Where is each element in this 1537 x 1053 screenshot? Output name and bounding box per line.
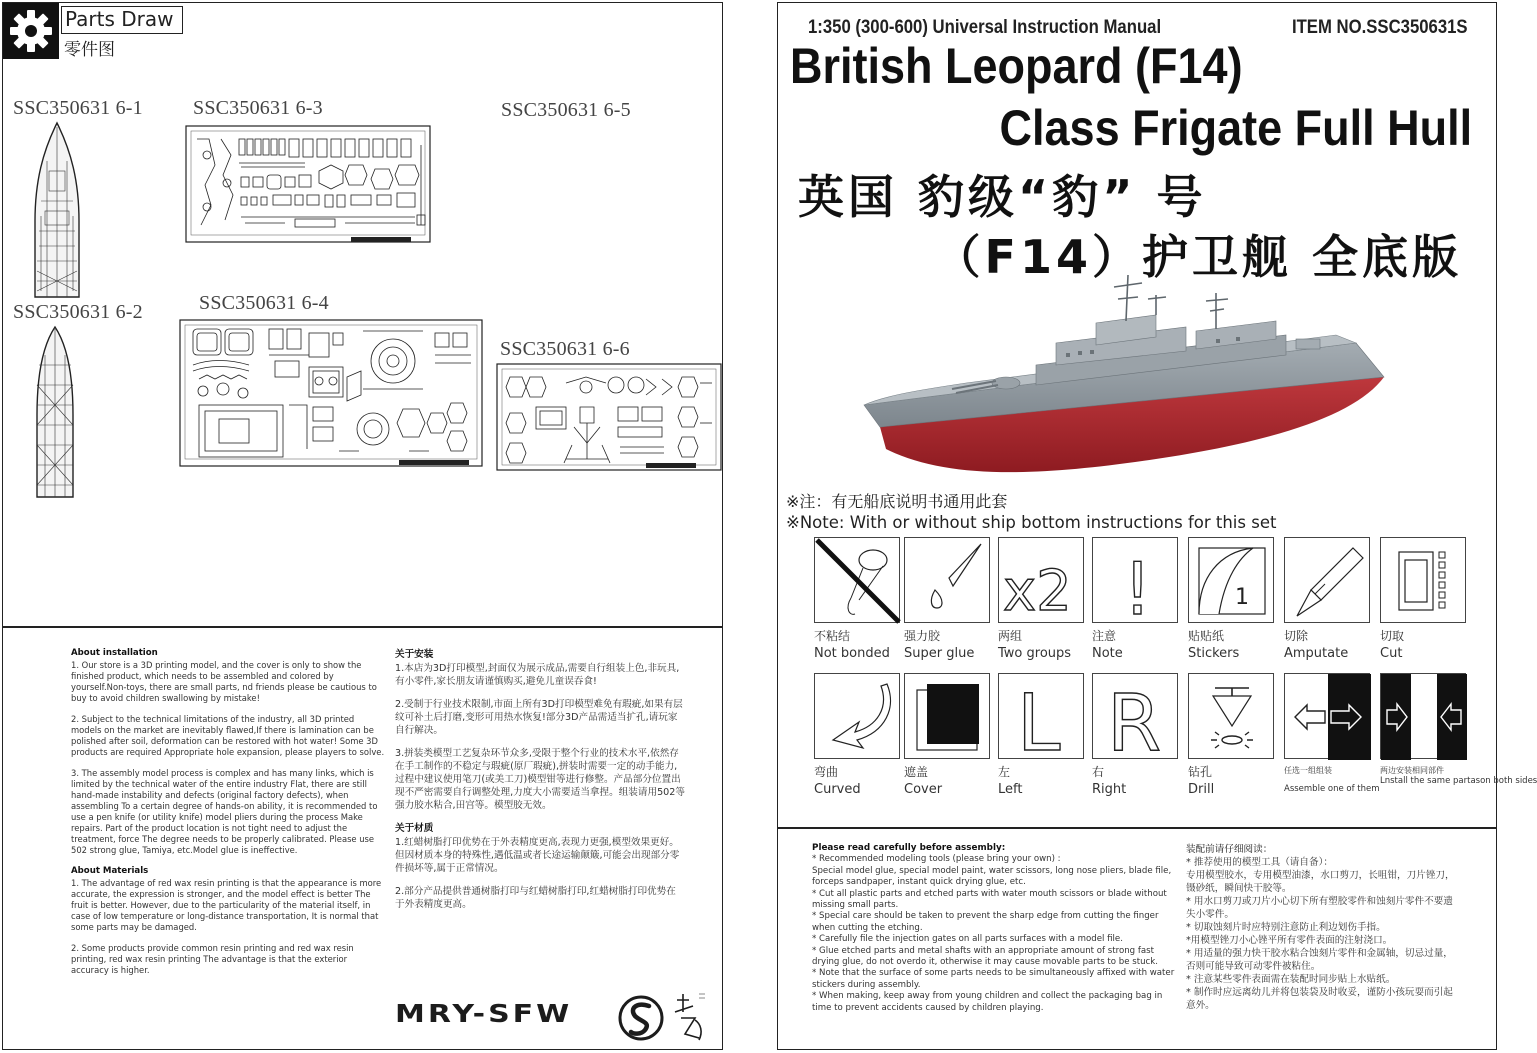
legend-label-en: Right [1092, 782, 1127, 797]
legend-label-cn: 钻孔 [1188, 765, 1213, 779]
hull-fret-drawing [33, 325, 77, 501]
legend-note [1092, 537, 1178, 661]
about-installation-en [71, 648, 387, 986]
cover-panel [777, 2, 1537, 828]
installation-cn-3: 3.拼装类模型工艺复杂环节众多,受限于整个行业的技术水平,依然存在手工制作的不稳定与瑕疵(原厂瑕疵),拼装时需要一定的动手能力,过程中建议使用笔刀(或美工刀)模型钳等进行修整。产品部分位置出现不严密需要自行调整处理,力度大小需要适当拿捏。组装请用502等强力胶水粘合,田宫等。模型胶无效。 [395, 748, 685, 811]
legend-right [1092, 673, 1178, 797]
legend-label-cn: 切取 [1380, 629, 1405, 643]
installation-en-2: 2. Subject to the technical limitations of the industry, all 3D printed models on the market are inevitably flawed,If there is lamination can be polished after soil, deformation can be restored with hot water! Some 3D products are required Appropriate hole expansion, please players to solve. [71, 714, 385, 757]
brand-wordmark: MRY-SFW [395, 1000, 573, 1029]
legend-not-bonded [814, 537, 900, 661]
two-groups-icon [998, 537, 1084, 623]
read-line-en: * Cut all plastic parts and etched parts with water mouth scissors or blade without missing small parts. [812, 888, 1167, 911]
ship-model-image [856, 265, 1400, 491]
legend-left [998, 673, 1084, 797]
legend-label-cn: 左 [998, 765, 1011, 779]
legend-label-en: Note [1092, 646, 1123, 661]
read-line-en: * Note that the surface of some parts needs to be simultaneously affixed with water stickers during assembly. [812, 968, 1175, 990]
about-installation-cn [395, 648, 685, 921]
title-cn-line-1: 英国 豹级“豹” 号 [798, 170, 1207, 224]
deck-fret-drawing [31, 121, 83, 299]
installation-en-1: 1. Our store is a 3D printing model, and the cover is only to show the finished product, which needs to be assembled and colored by yourself.Non-toys, there are small parts, nd friends please be cautious to buy to avoid children swallowing by mistake! [71, 660, 377, 703]
read-line-cn: * 推荐使用的模型工具（请自备）： [1186, 857, 1333, 868]
title-line-2: Class Frigate Full Hull [999, 100, 1472, 156]
cut-icon [1380, 537, 1466, 623]
materials-cn-2: 2.部分产品提供普通树脂打印与红蜡树脂打印,红蜡树脂打印优势在于外表精度更高。 [395, 886, 676, 910]
legend-label-cn: 注意 [1092, 629, 1117, 643]
about-panel [2, 627, 723, 1050]
materials-en-2: 2. Some products provide common resin printing and red wax resin printing, red wax resin printing The advantage is that the exterior accuracy is higher. [71, 943, 354, 975]
legend-label-en: Super glue [904, 646, 975, 661]
drill-icon [1188, 673, 1274, 759]
read-line-cn: * 切取蚀刻片时应特别注意防止利边划伤手指。 [1186, 922, 1386, 933]
part-label-6-1: SSC350631 6-1 [13, 97, 143, 119]
read-carefully-en [812, 843, 1176, 1014]
title-line-1: British Leopard (F14) [790, 38, 1243, 94]
left-glyph: L [1017, 679, 1061, 769]
read-line-en: * Glue etched parts and metal shafts with an appropriate amount of strong fast drying glue, do not overdo it, otherwise it may cause movable parts to be stuck. [812, 945, 1158, 968]
read-carefully-cn [1186, 843, 1462, 1012]
right-glyph: R [1107, 679, 1162, 769]
note-glyph: ! [1123, 547, 1152, 631]
read-line-cn: *用模型锉刀小心锉平所有零件表面的注射浇口。 [1186, 935, 1393, 946]
legend-label-cn: 任选一组组装 [1284, 766, 1332, 775]
part-label-6-5: SSC350631 6-5 [501, 99, 631, 121]
read-line-en: * Special care should be taken to prevent the sharp edge from cutting the finger when cutting the etching. [812, 911, 1159, 933]
legend-cover [904, 673, 990, 797]
legend-label-en: Drill [1188, 782, 1215, 797]
materials-en-1: 1. The advantage of red wax resin printing is that the appearance is more accurate, the expression is stronger, and the model effect is better The fruit is better. However, due to the particularity of the material itself, in case of low temperature or long-distance transportation, It is normal that some parts may be damaged. [71, 878, 382, 932]
parts-draw-title: Parts Draw [61, 6, 183, 34]
legend-label-cn: 不粘结 [814, 629, 851, 643]
read-line-en: * Carefully file the injection gates on all parts surfaces with a model file. [812, 934, 1123, 945]
legend-label-cn: 强力胶 [904, 629, 941, 643]
read-line-cn: 专用模型胶水，专用模型油漆，水口剪刀，长咀钳，刀片锉刀，镊砂纸，瞬间快干胶等。 [1186, 870, 1455, 894]
legend-label-cn: 切除 [1284, 629, 1309, 643]
scale-label: 1:350 (300-600) Universal Instruction Manual [808, 17, 1162, 38]
part-label-6-4: SSC350631 6-4 [199, 292, 329, 314]
legend-label-cn: 右 [1092, 765, 1105, 779]
read-title-cn: 装配前请仔细阅读： [1186, 844, 1273, 855]
legend-label-en: Cut [1380, 646, 1403, 661]
legend-assemble-one [1284, 673, 1380, 794]
materials-title-en: About Materials [71, 866, 149, 876]
install-both-icon [1380, 673, 1466, 759]
parts-draw-title-cn: 零件图 [64, 40, 115, 60]
read-line-cn: * 制作时应远离幼儿并将包装袋及时收妥，谨防小孩玩耍而引起意外。 [1186, 987, 1453, 1011]
amputate-icon [1284, 537, 1370, 623]
legend-label-en: Two groups [998, 646, 1072, 661]
not-bonded-icon [814, 537, 900, 623]
legend-label-cn: 两组 [998, 629, 1023, 643]
legend-amputate [1284, 537, 1370, 661]
etch-fret-6-3-drawing [185, 125, 431, 247]
parts-draw-panel [2, 2, 723, 627]
legend-label-en: Assemble one of them [1284, 784, 1380, 794]
read-line-cn: * 注意某些零件表面需在装配时同步贴上水贴纸。 [1186, 974, 1396, 985]
part-label-6-2: SSC350631 6-2 [13, 301, 143, 323]
note-en: ※Note: With or without ship bottom instructions for this set [786, 513, 1277, 532]
left-icon [998, 673, 1084, 769]
etch-fret-6-6-drawing [496, 363, 722, 473]
legend-label-cn: 贴贴纸 [1188, 629, 1225, 643]
read-line-en: * Recommended modeling tools (please bring your own) : [812, 854, 1061, 865]
note-icon [1092, 537, 1178, 631]
part-label-6-3: SSC350631 6-3 [193, 97, 323, 119]
read-line-en: * When making, keep away from young children and collect the packaging bag in time to prevent accidents caused by children playing. [812, 991, 1163, 1013]
super-glue-icon [904, 537, 990, 623]
legend-label-cn: 弯曲 [814, 765, 839, 779]
installation-cn-1: 1.本店为3D打印模型,封面仅为展示成品,需要自行组装上色,非玩具,有小零件,家长朋友请谨慎购买,避免儿童误吞食! [395, 663, 680, 687]
read-carefully-panel [777, 828, 1497, 1050]
installation-title-en: About installation [71, 648, 158, 658]
etch-fret-6-4-drawing [179, 319, 483, 471]
stickers-glyph: 1 [1235, 585, 1249, 610]
curved-icon [814, 673, 900, 759]
read-line-cn: * 用适量的强力快干胶水粘合蚀刻片零件和金属轴，切忌过量，否则可能导致可动零件被粘住。 [1186, 948, 1453, 972]
legend-drill [1188, 673, 1274, 797]
legend-label-en: Not bonded [814, 646, 890, 661]
title-cn-line-2: （F14）护卫舰 全底版 [934, 230, 1462, 284]
installation-en-3: 3. The assembly model process is complex and has many links, which is limited by the technical water of the entire industry Flat, there are still hand-made instability and defects (original factory defects), when assembling To a certain degree of hands-on ability, it is recommended to use a pen knife (or utility knife) model pliers during the process Make repairs. Part of the product location is not tight need to adjust the treatment, force The degree needs to be properly calibrated. Please use 502 strong glue, Tamiya, etc.Model glue is ineffective. [71, 768, 378, 855]
legend-cut [1380, 537, 1466, 661]
legend-stickers [1188, 537, 1274, 661]
legend-label-en: Cover [904, 782, 943, 797]
legend-label-en: Amputate [1284, 646, 1349, 661]
right-icon [1092, 673, 1178, 769]
assemble-one-icon [1284, 673, 1370, 759]
note-cn: ※注：有无船底说明书通用此套 [786, 492, 1008, 511]
legend-label-en: Stickers [1188, 646, 1240, 661]
installation-cn-2: 2.受制于行业技术限制,市面上所有3D打印模型难免有瑕疵,如果有层纹可补土后打磨,变形可用热水恢复!部分3D产品需适当扩孔,请玩家自行解决。 [395, 699, 683, 736]
part-label-6-6: SSC350631 6-6 [500, 338, 630, 360]
parts-draw-header [3, 3, 185, 59]
legend-label-en: Lnstall the same partason both sides [1380, 776, 1537, 786]
item-number: ITEM NO.SSC350631S [1292, 17, 1468, 38]
read-line-cn: * 用水口剪刀或刀片小心切下所有塑胶零件和蚀刻片零件不要遗失小零件。 [1186, 896, 1453, 920]
brand-logo-area [395, 988, 725, 1048]
legend-curved [814, 673, 900, 797]
two-groups-glyph: x2 [1003, 559, 1072, 624]
legend-install-both [1380, 673, 1537, 786]
read-title-en: Please read carefully before assembly: [812, 843, 1006, 853]
brand-s-logo-icon [617, 994, 665, 1042]
legend-super-glue [904, 537, 990, 661]
legend-label-cn: 遮盖 [904, 765, 929, 779]
installation-title-cn: 关于安装 [395, 649, 434, 660]
legend-two-groups [998, 537, 1084, 661]
cover-icon [904, 673, 990, 759]
legend-label-en: Left [998, 782, 1023, 797]
read-line-en: Special model glue, special model paint, water scissors, long nose pliers, blade file, forceps sandpaper, instant quick drying glue, etc. [812, 865, 1172, 888]
brand-seal-icon [671, 990, 711, 1046]
legend-label-cn: 两边安装相同部件 [1380, 766, 1444, 775]
stickers-icon [1188, 537, 1274, 623]
gear-icon [3, 3, 59, 59]
materials-cn-1: 1.红蜡树脂打印优势在于外表精度更高,表现力更强,模型效果更好。但因材质本身的特殊性,遇低温或者长途运输颠簸,可能会出现部分零件损坏等,属于正常情况。 [395, 837, 680, 874]
legend-label-en: Curved [814, 782, 861, 797]
materials-title-cn: 关于材质 [395, 823, 434, 834]
